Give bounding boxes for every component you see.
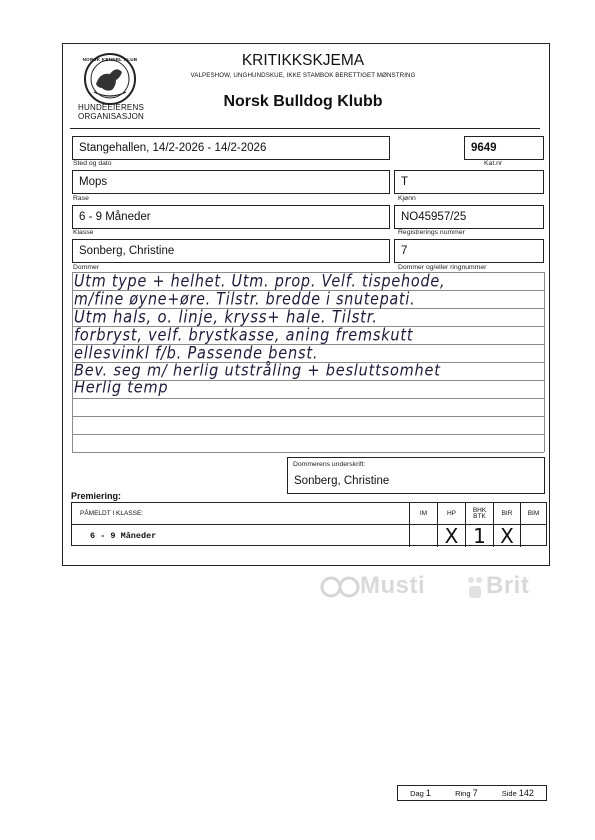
logo-text: NORSK KENNEL KLUB (82, 57, 138, 62)
klasse-field: 6 - 9 Måneder (72, 205, 390, 229)
col-bhk: BHK BTK (466, 503, 494, 525)
col-bim: BIM (527, 509, 540, 517)
katnr-field: 9649 (464, 136, 544, 160)
col-im: IM (410, 503, 438, 525)
col-hp: HP (438, 503, 466, 525)
mark-im (410, 525, 438, 547)
dommer-field: Sonberg, Christine (72, 239, 390, 263)
mark-hp: X (438, 525, 466, 547)
org-line-1: HUNDEEIERENS (78, 103, 144, 112)
club-name: Norsk Bulldog Klubb (223, 93, 383, 110)
musti-logo: Musti (360, 572, 426, 599)
critique-line: Utm type + helhet. Utm. prop. Velf. tispehode, (74, 272, 446, 292)
form-title: KRITIKKSKJEMA (241, 52, 365, 69)
critique-line: Bev. seg m/ herlig utstråling + besluttsomhet (74, 362, 441, 380)
regnr-label: Registrerings nummer (398, 229, 465, 236)
premiering-title: Premiering: (71, 491, 122, 501)
ringnr-label: Dommer og/eller ringnummer (398, 264, 487, 271)
signature-box (287, 457, 545, 494)
place-date-field: Stangehallen, 14/2-2026 - 14/2-2026 (72, 136, 390, 160)
regnr-field: NO45957/25 (394, 205, 544, 229)
critique-line: m/fine øyne+øre. Tilstr. bredde i snutepati. (74, 290, 416, 310)
footer-dag: Dag 1 (410, 788, 431, 798)
org-name (70, 104, 152, 121)
page-footer (397, 785, 547, 801)
kjonn-field: T (394, 170, 544, 194)
footer-side: Side 142 (501, 788, 534, 798)
brit-logo: Brit (486, 572, 530, 599)
musti-paw-icon (320, 572, 362, 602)
place-date-label: Sted og dato (73, 160, 112, 167)
col-bir: BIR (494, 503, 521, 525)
footer-ring: Ring 7 (455, 788, 478, 798)
header-divider (70, 128, 540, 129)
katnr-label: Kat.nr (484, 160, 503, 167)
signature-name: Sonberg, Christine (294, 475, 390, 487)
ringnr-field: 7 (394, 239, 544, 263)
critique-area (72, 272, 544, 452)
mark-bir: X (494, 525, 521, 547)
rase-label: Rase (73, 195, 89, 202)
mark-bim (521, 525, 546, 547)
org-line-2: ORGANISASJON (78, 111, 144, 121)
kjonn-label: Kjønn (398, 195, 416, 202)
dommer-label: Dommer (73, 264, 100, 271)
brit-icon (466, 574, 484, 600)
rase-field: Mops (72, 170, 390, 194)
critique-line: ellesvinkl f/b. Passende benst. (74, 344, 319, 364)
class-value: 6 - 9 Måneder (72, 525, 410, 547)
class-header: PÅMELDT I KLASSE: (72, 503, 410, 525)
critique-line: Herlig temp (74, 379, 169, 397)
premiering-table (71, 502, 547, 546)
signature-label: Dommerens underskrift: (293, 461, 366, 468)
critique-line: forbryst, velf. brystkasse, aning fremskutt (74, 326, 414, 346)
form-subtitle: VALPESHOW, UNGHUNDSKUE, IKKE STAMBOK BERETTIGET MØNSTRING (190, 72, 416, 79)
critique-line: Utm hals, o. linje, kryss+ hale. Tilstr. (74, 308, 378, 328)
mark-bhk: 1 (466, 525, 494, 547)
klasse-label: Klasse (73, 229, 94, 236)
